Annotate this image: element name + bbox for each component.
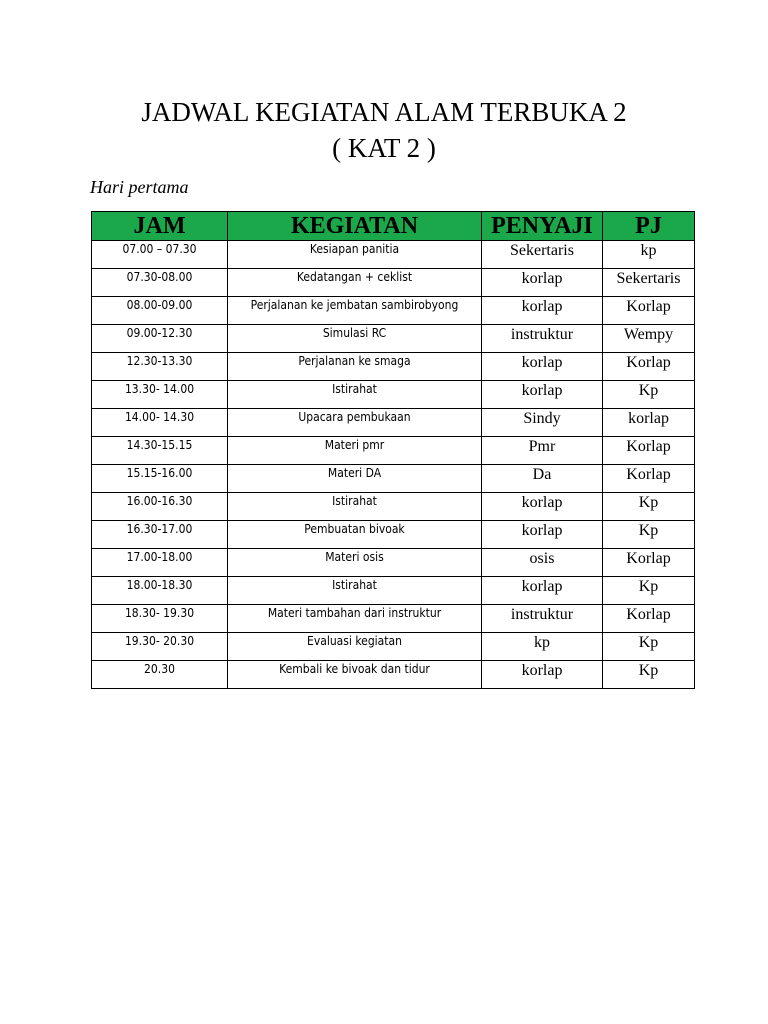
cell-kegiatan: Pembuatan bivoak [228,521,482,549]
cell-pj: Korlap [603,465,695,493]
cell-jam: 07.30-08.00 [92,269,228,297]
table-row [92,353,695,381]
header-pj: PJ [603,212,695,241]
table-row [92,465,695,493]
cell-penyaji: korlap [482,661,603,689]
cell-jam: 18.30- 19.30 [92,605,228,633]
cell-kegiatan: Perjalanan ke smaga [228,353,482,381]
cell-kegiatan: Kesiapan panitia [228,241,482,269]
title-line-1: JADWAL KEGIATAN ALAM TERBUKA 2 [141,97,627,127]
cell-kegiatan: Perjalanan ke jembatan sambirobyong [228,297,482,325]
cell-pj: Korlap [603,437,695,465]
cell-pj: korlap [603,409,695,437]
cell-jam: 15.15-16.00 [92,465,228,493]
cell-penyaji: Sekertaris [482,241,603,269]
cell-kegiatan: Simulasi RC [228,325,482,353]
table-body [92,241,695,689]
cell-pj: Kp [603,633,695,661]
table-row [92,521,695,549]
cell-pj: Wempy [603,325,695,353]
cell-jam: 09.00-12.30 [92,325,228,353]
cell-kegiatan: Istirahat [228,493,482,521]
cell-penyaji: korlap [482,577,603,605]
cell-kegiatan: Materi tambahan dari instruktur [228,605,482,633]
cell-penyaji: korlap [482,269,603,297]
table-header [92,212,695,241]
cell-jam: 20.30 [92,661,228,689]
cell-jam: 12.30-13.30 [92,353,228,381]
cell-pj: Korlap [603,353,695,381]
cell-kegiatan: Kembali ke bivoak dan tidur [228,661,482,689]
cell-pj: kp [603,241,695,269]
cell-jam: 18.00-18.30 [92,577,228,605]
cell-jam: 08.00-09.00 [92,297,228,325]
cell-penyaji: osis [482,549,603,577]
cell-kegiatan: Evaluasi kegiatan [228,633,482,661]
cell-jam: 14.30-15.15 [92,437,228,465]
table-row [92,493,695,521]
cell-jam: 19.30- 20.30 [92,633,228,661]
table-row [92,381,695,409]
table-row [92,605,695,633]
cell-penyaji: korlap [482,353,603,381]
cell-penyaji: korlap [482,493,603,521]
cell-pj: Kp [603,577,695,605]
cell-penyaji: Da [482,465,603,493]
cell-pj: Korlap [603,605,695,633]
cell-jam: 17.00-18.00 [92,549,228,577]
cell-pj: Sekertaris [603,269,695,297]
day-subtitle: Hari pertama [90,177,189,197]
cell-pj: Korlap [603,549,695,577]
cell-penyaji: korlap [482,297,603,325]
cell-kegiatan: Istirahat [228,577,482,605]
cell-penyaji: Sindy [482,409,603,437]
table-row [92,661,695,689]
schedule-table [91,211,695,689]
header-penyaji: PENYAJI [482,212,603,241]
header-row [92,212,695,241]
table-row [92,241,695,269]
cell-kegiatan: Upacara pembukaan [228,409,482,437]
cell-jam: 16.30-17.00 [92,521,228,549]
table-row [92,633,695,661]
table-row [92,437,695,465]
cell-penyaji: korlap [482,381,603,409]
cell-jam: 13.30- 14.00 [92,381,228,409]
cell-kegiatan: Materi DA [228,465,482,493]
cell-jam: 16.00-16.30 [92,493,228,521]
table-row [92,409,695,437]
table-row [92,325,695,353]
cell-pj: Kp [603,661,695,689]
cell-pj: Kp [603,493,695,521]
table-row [92,269,695,297]
cell-penyaji: kp [482,633,603,661]
cell-pj: Korlap [603,297,695,325]
cell-pj: Kp [603,521,695,549]
cell-penyaji: instruktur [482,325,603,353]
header-jam: JAM [92,212,228,241]
cell-kegiatan: Istirahat [228,381,482,409]
cell-jam: 07.00 – 07.30 [92,241,228,269]
cell-penyaji: korlap [482,521,603,549]
cell-kegiatan: Materi osis [228,549,482,577]
cell-kegiatan: Kedatangan + ceklist [228,269,482,297]
table-row [92,577,695,605]
title-line-2: ( KAT 2 ) [332,133,436,163]
table-row [92,297,695,325]
cell-jam: 14.00- 14.30 [92,409,228,437]
document-title [0,94,768,166]
header-kegiatan: KEGIATAN [228,212,482,241]
cell-pj: Kp [603,381,695,409]
table-row [92,549,695,577]
cell-penyaji: instruktur [482,605,603,633]
cell-penyaji: Pmr [482,437,603,465]
cell-kegiatan: Materi pmr [228,437,482,465]
